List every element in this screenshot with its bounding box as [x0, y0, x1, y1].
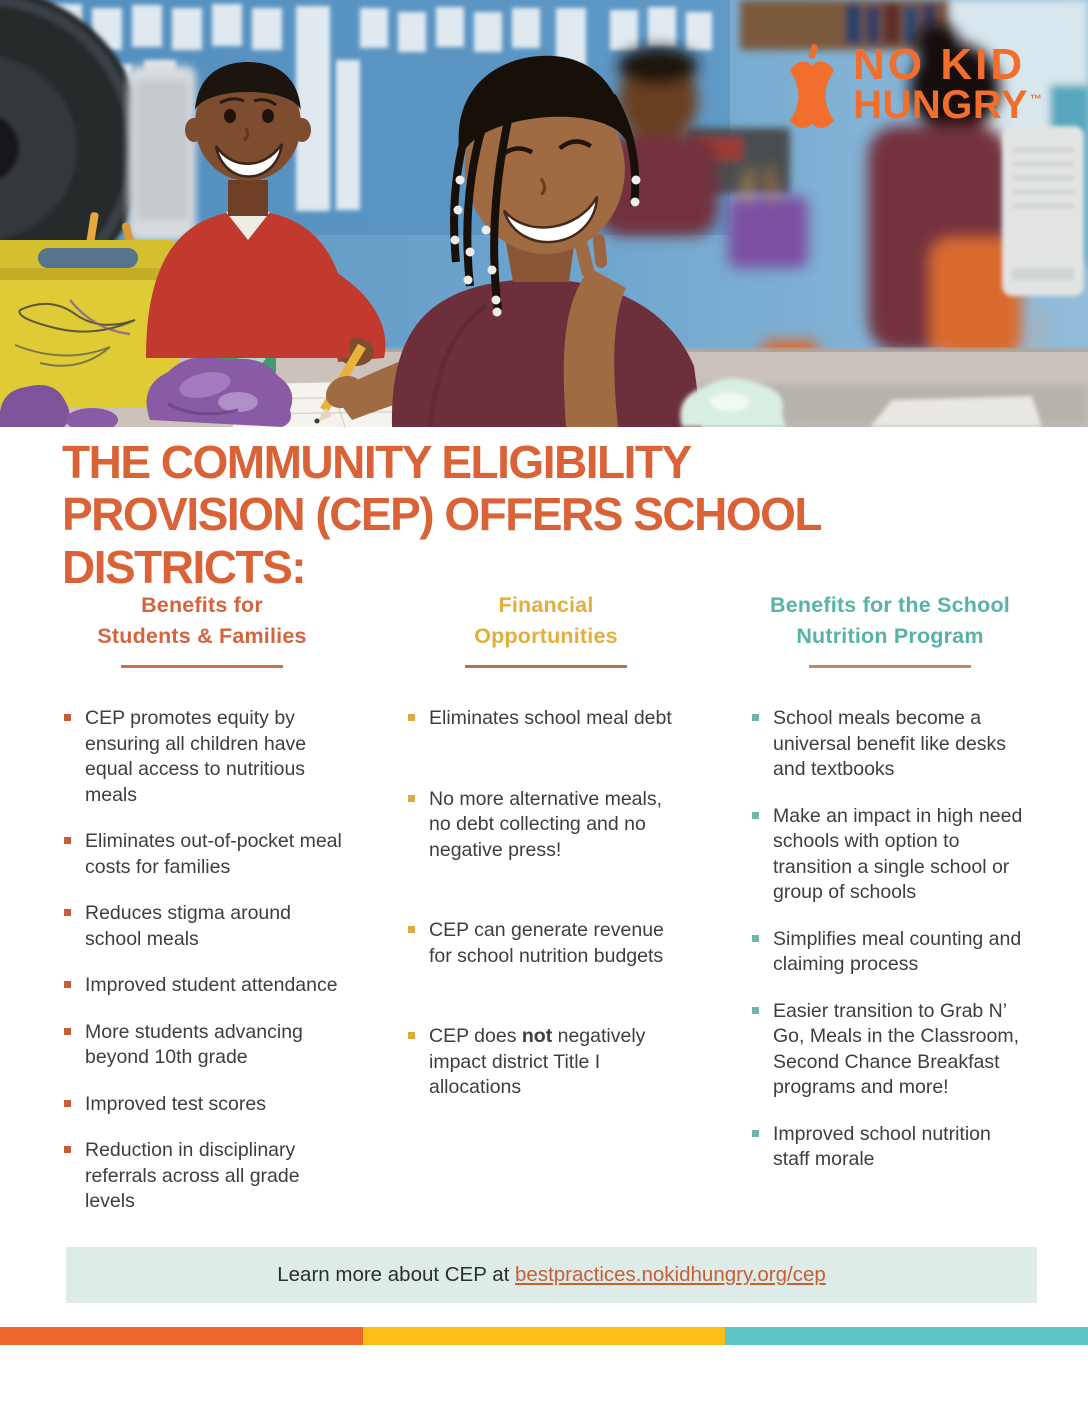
bullet-item-text: More students advancing beyond 10th grade	[85, 1020, 303, 1068]
column-school-nutrition-program	[750, 590, 1030, 1236]
square-bullet-icon	[64, 714, 71, 721]
hero-photo	[0, 0, 1088, 427]
square-bullet-icon	[64, 1028, 71, 1035]
benefit-columns	[62, 590, 1030, 1236]
bullet-item-text: School meals become a universal benefit like desks and textbooks	[773, 707, 1007, 780]
bullet-item	[62, 1138, 342, 1215]
square-bullet-icon	[752, 1007, 759, 1014]
apple-core-icon	[781, 44, 843, 133]
stripe-segment	[363, 1327, 726, 1345]
bullet-item-text: CEP does not negatively impact district Title I allocations	[429, 1025, 646, 1098]
square-bullet-icon	[752, 714, 759, 721]
logo-line2: HUNGRY ™	[853, 82, 1042, 127]
bullet-item-text: Eliminates school meal debt	[429, 707, 672, 729]
bullet-item	[406, 787, 686, 864]
column-financial-opportunities	[406, 590, 686, 1236]
bullet-item-text: Reduction in disciplinary referrals across all grade levels	[85, 1139, 300, 1212]
bullet-item-text: Simplifies meal counting and claiming process	[773, 927, 1022, 975]
bullet-item	[750, 927, 1030, 978]
bullet-item	[406, 706, 686, 732]
bullet-item	[406, 1024, 686, 1101]
column-bullet-list	[750, 706, 1030, 1173]
bullet-item-text: Make an impact in high need schools with option to transition a single school or group of schools	[773, 804, 1023, 903]
bullet-item	[750, 999, 1030, 1101]
trademark-symbol: ™	[1030, 92, 1042, 107]
logo-text	[853, 40, 1042, 127]
bullet-item	[62, 829, 342, 880]
bullet-item-text: No more alternative meals, no debt collecting and no negative press!	[429, 787, 663, 861]
bullet-item	[750, 1122, 1030, 1173]
square-bullet-icon	[64, 909, 71, 916]
square-bullet-icon	[64, 981, 71, 988]
column-title: Financial Opportunities	[474, 593, 618, 648]
bullet-item-text: Reduces stigma around school meals	[85, 902, 291, 950]
bullet-item-text: Improved school nutrition staff morale	[773, 1122, 991, 1170]
bullet-item-text: CEP can generate revenue for school nutrition budgets	[429, 919, 664, 967]
cep-link[interactable]: bestpractices.nokidhungry.org/cep	[515, 1263, 826, 1286]
square-bullet-icon	[752, 812, 759, 819]
square-bullet-icon	[752, 935, 759, 942]
footer-bar	[66, 1247, 1037, 1303]
bullet-item-text: Eliminates out-of-pocket meal costs for families	[85, 830, 342, 878]
square-bullet-icon	[408, 1032, 415, 1039]
square-bullet-icon	[64, 1100, 71, 1107]
bullet-item	[750, 706, 1030, 783]
column-underline	[809, 665, 971, 668]
column-bullet-list	[62, 706, 342, 1215]
footer-text: Learn more about CEP at	[277, 1263, 516, 1286]
bullet-item	[406, 918, 686, 969]
logo-line1: NO KID	[853, 40, 1026, 89]
no-kid-hungry-logo	[781, 40, 1042, 133]
column-title: Benefits for the School Nutrition Program	[770, 593, 1010, 648]
column-students-families	[62, 590, 342, 1236]
bullet-item-text: Improved test scores	[85, 1092, 266, 1115]
box-fan	[128, 66, 196, 241]
bullet-item	[750, 804, 1030, 906]
square-bullet-icon	[408, 714, 415, 721]
bullet-item	[62, 1020, 342, 1071]
square-bullet-icon	[752, 1130, 759, 1137]
square-bullet-icon	[64, 837, 71, 844]
bullet-item	[62, 973, 342, 999]
column-underline	[121, 665, 283, 668]
bullet-item	[62, 901, 342, 952]
bottom-stripe	[0, 1327, 1088, 1345]
bullet-item	[62, 706, 342, 808]
column-bullet-list	[406, 706, 686, 1101]
bullet-item-text: Improved student attendance	[85, 974, 338, 996]
square-bullet-icon	[408, 795, 415, 802]
bullet-item-text: CEP promotes equity by ensuring all children have equal access to nutritious meals	[85, 707, 307, 806]
ac-unit	[1002, 126, 1084, 296]
bullet-item-text: Easier transition to Grab N’ Go, Meals in the Classroom, Second Chance Breakfast programs and more!	[773, 999, 1020, 1098]
column-title: Benefits for Students & Families	[97, 593, 307, 648]
column-underline	[465, 665, 627, 668]
stripe-segment	[725, 1327, 1088, 1345]
bullet-item	[62, 1092, 342, 1118]
square-bullet-icon	[64, 1146, 71, 1153]
square-bullet-icon	[408, 926, 415, 933]
stripe-segment	[0, 1327, 363, 1345]
page-title: THE COMMUNITY ELIGIBILITY PROVISION (CEP) OFFERS SCHOOL DISTRICTS:	[62, 436, 821, 593]
